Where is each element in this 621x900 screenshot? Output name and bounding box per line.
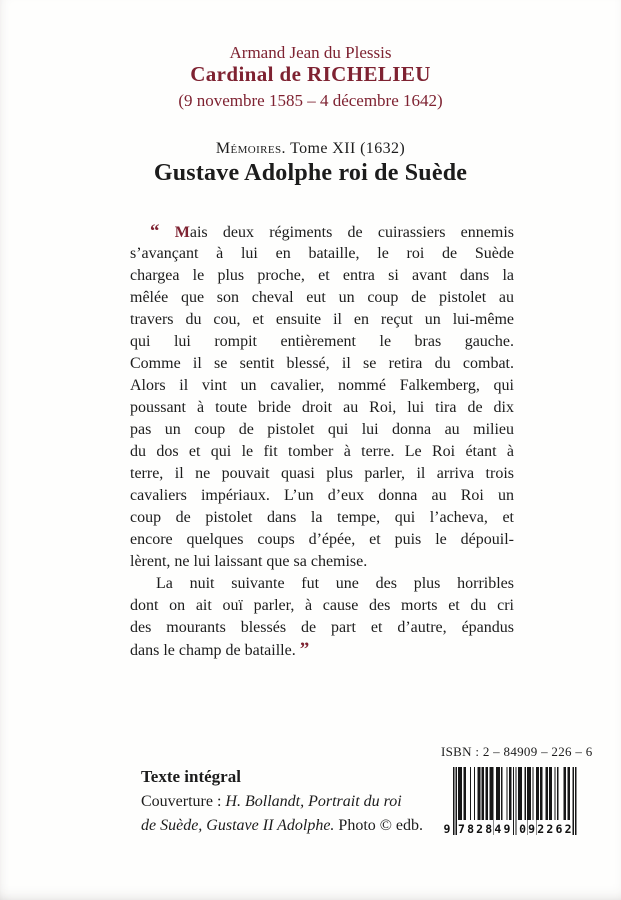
- svg-text:2: 2: [546, 822, 554, 836]
- svg-text:8: 8: [485, 822, 493, 836]
- body-line: pas un coup de pistolet qui lui donna au milieu: [130, 421, 514, 438]
- svg-text:2: 2: [476, 822, 484, 836]
- body-line: qui lui rompit entièrement le bras gauche.: [130, 333, 514, 350]
- open-quote-mark: “: [150, 221, 160, 242]
- svg-text:8: 8: [467, 822, 475, 836]
- svg-text:9: 9: [443, 822, 451, 836]
- isbn-number: ISBN : 2 – 84909 – 226 – 6: [441, 744, 593, 759]
- page-title: Gustave Adolphe roi de Suède: [153, 160, 468, 186]
- body-line: Alors il vint un cavalier, nommé Falkemberg, qui: [130, 377, 514, 394]
- cover-credit-work: de Suède, Gustave II Adolphe.: [141, 817, 335, 834]
- body-line: mêlée que son cheval eut un coup de pistolet au: [130, 289, 514, 306]
- body-line: lèrent, ne lui laissant que sa chemise.: [130, 553, 368, 570]
- body-line: Comme il se sentit blessé, il se retira du combat.: [130, 355, 514, 372]
- body-line: terre, il ne pouvait quasi plus parler, il arriva trois: [130, 465, 514, 482]
- cardinal-title: Cardinal de RICHELIEU: [190, 62, 431, 86]
- cover-credit-line1: [141, 793, 402, 811]
- cover-credit-line2: [141, 817, 423, 835]
- svg-text:9: 9: [528, 822, 536, 836]
- body-line: chargea le plus proche, et entra si avant dans la: [130, 267, 514, 284]
- close-quote-mark: ”: [299, 639, 310, 660]
- life-dates: (9 novembre 1585 – 4 décembre 1642): [178, 91, 443, 110]
- svg-text:2: 2: [537, 822, 545, 836]
- series-name: Mémoires.: [215, 140, 286, 157]
- body-line: cavaliers impériaux. L’un d’eux donna au Roi un: [130, 487, 514, 504]
- body-line: La nuit suivante fut une des plus horribles: [156, 575, 514, 592]
- svg-text:4: 4: [494, 822, 502, 836]
- body-line: dont on ait ouï parler, à cause des morts et du cri: [130, 597, 514, 614]
- body-line: du dos et qui le fit tomber à terre. Le Roi étant à: [130, 443, 514, 460]
- initial-letter: M: [174, 224, 190, 241]
- body-line: travers du cou, et ensuite il en reçut un lui-même: [130, 311, 514, 328]
- texte-integral-label: Texte intégral: [141, 767, 241, 786]
- svg-text:7: 7: [457, 822, 465, 836]
- author-name: Armand Jean du Plessis: [229, 43, 392, 62]
- body-line-text: ais deux régiments de cuirassiers ennemis: [189, 224, 515, 241]
- series-title: [0, 140, 621, 158]
- body-line: [130, 221, 514, 243]
- body-line: [130, 639, 514, 661]
- body-line: coup de pistolet dans la tempe, qui l’acheva, et: [130, 509, 514, 526]
- body-line: s’avançant à lui en bataille, le roi de Suède: [130, 245, 514, 262]
- svg-text:9: 9: [503, 822, 511, 836]
- body-line: poussant à toute bride droit au Roi, lui tira de dix: [130, 399, 514, 416]
- body-line: des mourants blessés de part et d’autre, épandus: [130, 619, 514, 636]
- cover-credit-artist: H. Bollandt, Portrait du roi: [225, 793, 402, 810]
- body-line-text: dans le champ de bataille.: [130, 642, 296, 659]
- quote-body: [130, 221, 514, 661]
- photo-credit: Photo © edb.: [334, 817, 424, 834]
- ean13-barcode: [443, 767, 580, 839]
- svg-text:6: 6: [555, 822, 563, 836]
- body-line: encore quelques coups d’épée, et puis le dépouil-: [130, 531, 514, 548]
- cover-credit-label: Couverture :: [141, 793, 226, 810]
- series-volume: Tome XII (1632): [285, 140, 406, 157]
- svg-text:2: 2: [564, 822, 572, 836]
- svg-text:0: 0: [519, 822, 527, 836]
